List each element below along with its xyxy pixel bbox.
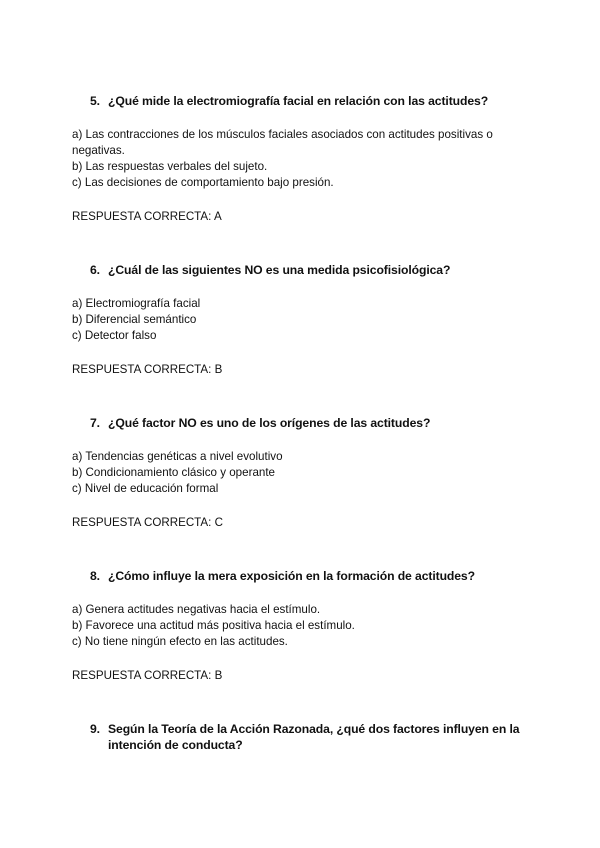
question-number: 8. <box>90 569 100 583</box>
question-number: 9. <box>90 722 100 736</box>
option-c: c) Detector falso <box>72 329 157 342</box>
correct-answer: RESPUESTA CORRECTA: B <box>72 669 223 682</box>
question-title <box>0 721 600 753</box>
question-5 <box>0 93 600 225</box>
options-list <box>0 127 600 191</box>
question-number: 6. <box>90 263 100 277</box>
question-text: ¿Cómo influye la mera exposición en la formación de actitudes? <box>108 569 475 583</box>
question-number: 5. <box>90 94 100 108</box>
option-c: c) No tiene ningún efecto en las actitudes. <box>72 635 288 648</box>
question-text: Según la Teoría de la Acción Razonada, ¿qué dos factores influyen en la intención de conducta? <box>108 722 520 752</box>
option-b: b) Diferencial semántico <box>72 313 197 326</box>
option-a: a) Electromiografía facial <box>72 297 201 310</box>
option-a: a) Las contracciones de los músculos faciales asociados con actitudes positivas o negativas. <box>72 128 493 157</box>
option-c: c) Las decisiones de comportamiento bajo presión. <box>72 176 334 189</box>
question-6 <box>0 262 600 378</box>
question-title <box>0 568 600 584</box>
option-a: a) Genera actitudes negativas hacia el estímulo. <box>72 603 321 616</box>
question-title <box>0 415 600 431</box>
question-text: ¿Qué mide la electromiografía facial en relación con las actitudes? <box>108 94 489 108</box>
question-title <box>0 262 600 278</box>
option-b: b) Condicionamiento clásico y operante <box>72 466 276 479</box>
option-b: b) Favorece una actitud más positiva hacia el estímulo. <box>72 619 355 632</box>
question-title <box>0 93 600 109</box>
option-c: c) Nivel de educación formal <box>72 482 219 495</box>
question-8 <box>0 568 600 684</box>
question-text: ¿Qué factor NO es uno de los orígenes de las actitudes? <box>108 416 431 430</box>
correct-answer: RESPUESTA CORRECTA: B <box>72 363 223 376</box>
options-list <box>0 296 600 344</box>
correct-answer: RESPUESTA CORRECTA: A <box>72 210 222 223</box>
correct-answer: RESPUESTA CORRECTA: C <box>72 516 223 529</box>
question-number: 7. <box>90 416 100 430</box>
question-7 <box>0 415 600 531</box>
question-text: ¿Cuál de las siguientes NO es una medida psicofisiológica? <box>108 263 451 277</box>
option-a: a) Tendencias genéticas a nivel evolutivo <box>72 450 283 463</box>
options-list <box>0 449 600 497</box>
question-9 <box>0 721 600 753</box>
option-b: b) Las respuestas verbales del sujeto. <box>72 160 268 173</box>
options-list <box>0 602 600 650</box>
